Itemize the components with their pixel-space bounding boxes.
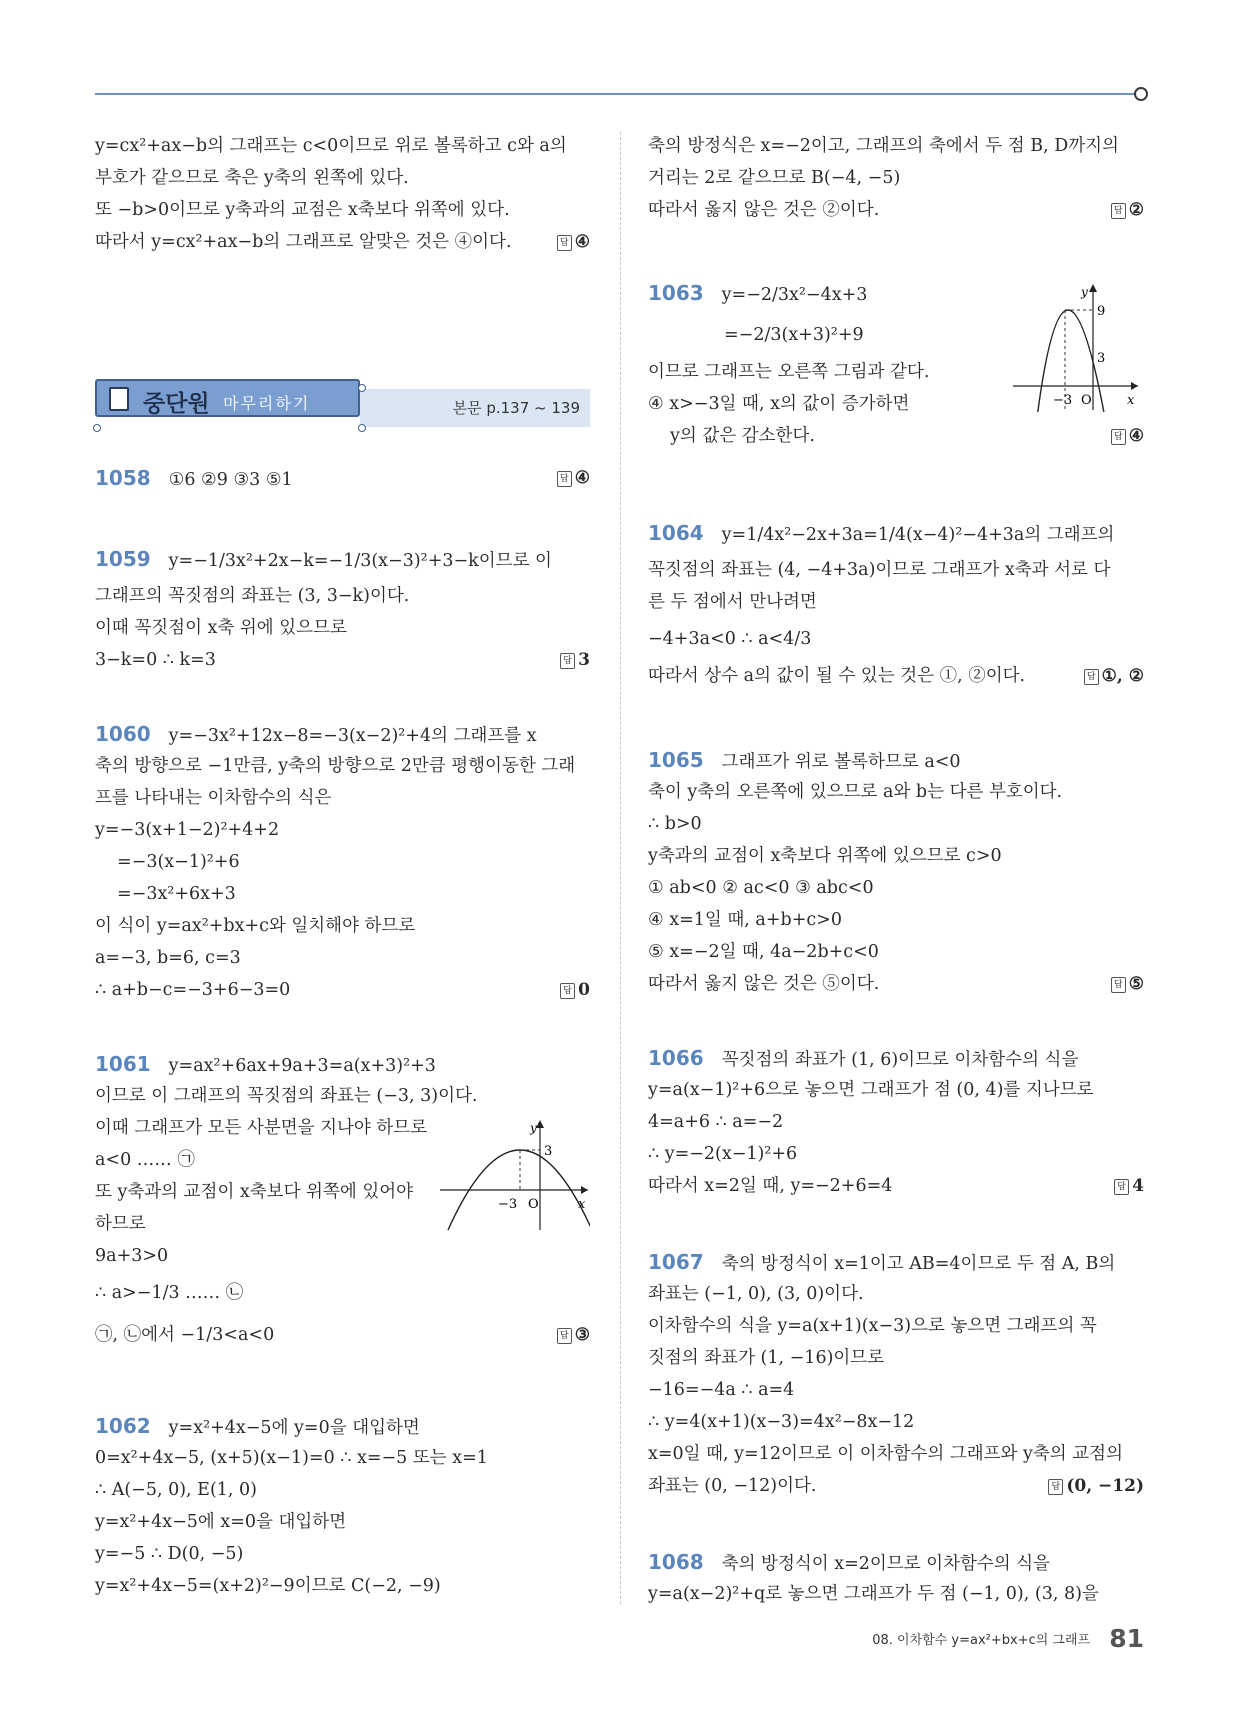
problem-1060: [95, 718, 590, 1006]
x-tick-label: −3: [498, 1197, 518, 1212]
answer-mark: [1114, 1170, 1144, 1202]
text-line: a=−3, b=6, c=3: [95, 948, 241, 968]
problem-number: 1063: [648, 281, 704, 305]
text-line: [648, 512, 1144, 554]
text-line: ∴ a>−1/3 …… ㉡: [95, 1283, 244, 1303]
text-line-content: 좌표는 (0, −12)이다.: [648, 1476, 817, 1496]
text-line: 이 식이 y=ax²+bx+c와 일치해야 하므로: [95, 916, 416, 936]
text-line-content: 그래프가 위로 볼록하므로 a<0: [721, 752, 961, 772]
text-line-content: 따라서 y=cx²+ax−b의 그래프로 알맞은 것은 ④이다.: [95, 232, 512, 252]
text-line: 또 y축과의 교점이 x축보다 위쪽에 있어야: [95, 1182, 414, 1202]
text-line: 좌표는 (−1, 0), (3, 0)이다.: [648, 1284, 864, 1304]
page-number: 81: [1109, 1624, 1144, 1653]
answer-value: 3: [578, 650, 590, 670]
problem-1066: [648, 1042, 1144, 1202]
answer-mark: [560, 644, 590, 676]
text-line: y=a(x−2)²+q로 놓으면 그래프가 두 점 (−1, 0), (3, 8)을: [648, 1584, 1099, 1604]
solution-continued: [95, 130, 590, 258]
text-line: =−3x²+6x+3: [117, 884, 236, 904]
text-line-content: y=1/4x²−2x+3a=1/4(x−4)²−4+3a의 그래프의: [721, 525, 1115, 545]
text-line: [95, 644, 590, 676]
text-line: 축이 y축의 오른쪽에 있으므로 a와 b는 다른 부호이다.: [648, 782, 1063, 802]
text-line: 이므로 그래프는 오른쪽 그림과 같다.: [648, 362, 930, 382]
text-line: 부호가 같으므로 축은 y축의 왼쪽에 있다.: [95, 168, 409, 188]
text-line-content: y=−2/3x²−4x+3: [721, 285, 868, 305]
text-line: [95, 718, 590, 750]
answer-value: ④: [1128, 426, 1144, 446]
text-line: ∴ b>0: [648, 814, 702, 834]
text-line: [648, 1042, 1144, 1074]
text-line: 0=x²+4x−5, (x+5)(x−1)=0 ∴ x=−5 또는 x=1: [95, 1448, 488, 1468]
text-line: [95, 1410, 590, 1442]
x-axis-label: x: [1127, 393, 1135, 408]
banner-subtitle: 마무리하기: [223, 394, 311, 413]
text-line: =−2/3(x+3)²+9: [724, 325, 864, 345]
parabola-graph-1063: [1013, 282, 1143, 412]
text-line: −16=−4a ∴ a=4: [648, 1380, 795, 1400]
text-line: =−3(x−1)²+6: [117, 852, 240, 872]
problem-number: 1062: [95, 1414, 151, 1438]
problem-number: 1059: [95, 547, 151, 571]
banner-tab: [95, 379, 360, 417]
y-axis-label: y: [530, 1121, 537, 1135]
text-line: ∴ y=4(x+1)(x−3)=4x²−8x−12: [648, 1412, 915, 1432]
text-line: y=a(x−1)²+6으로 놓으면 그래프가 점 (0, 4)를 지나므로: [648, 1080, 1094, 1100]
text-line: −4+3a<0 ∴ a<4/3: [648, 629, 812, 649]
answer-value: ②: [1128, 200, 1144, 220]
answer-value: ③: [574, 1325, 590, 1345]
x-axis-label: x: [578, 1197, 586, 1212]
problem-1059: [95, 538, 590, 676]
answer-icon: 답: [557, 1328, 572, 1344]
text-line: ∴ A(−5, 0), E(1, 0): [95, 1480, 257, 1500]
problem-1058: [95, 462, 590, 494]
text-line: [648, 1246, 1144, 1278]
answer-mark: [557, 226, 590, 258]
answer-mark: [557, 462, 590, 494]
text-line: [648, 968, 1144, 1000]
problem-number: 1067: [648, 1250, 704, 1274]
text-line: ① ab<0 ② ac<0 ③ abc<0: [648, 878, 874, 898]
text-line: 이므로 이 그래프의 꼭짓점의 좌표는 (−3, 3)이다.: [95, 1086, 478, 1106]
answer-icon: 답: [560, 983, 575, 999]
problem-number: 1066: [648, 1046, 704, 1070]
answer-value: ⑤: [1128, 974, 1144, 994]
text-line: [95, 226, 590, 258]
text-line-content: y의 값은 감소한다.: [670, 426, 815, 446]
text-line-content: 3−k=0 ∴ k=3: [95, 650, 216, 670]
page-footer: [872, 1624, 1144, 1653]
answer-icon: 답: [560, 653, 575, 669]
text-line: y=−5 ∴ D(0, −5): [95, 1544, 244, 1564]
text-line: 이때 꼭짓점이 x축 위에 있으므로: [95, 618, 347, 638]
text-line: ∴ y=−2(x−1)²+6: [648, 1144, 798, 1164]
answer-icon: 답: [1111, 429, 1126, 445]
problem-1067: [648, 1246, 1144, 1502]
problem-1062: [95, 1410, 590, 1602]
text-line: 축의 방향으로 −1만큼, y축의 방향으로 2만큼 평행이동한 그래: [95, 756, 576, 776]
text-line-content: 따라서 상수 a의 값이 될 수 있는 것은 ①, ②이다.: [648, 666, 1026, 686]
problem-number: 1064: [648, 521, 704, 545]
answer-icon: 답: [1084, 669, 1099, 685]
problem-1063: [648, 272, 1144, 452]
text-line: 이때 그래프가 모든 사분면을 지나야 하므로: [95, 1118, 428, 1138]
text-line: 하므로: [95, 1214, 146, 1234]
answer-value: 0: [578, 980, 590, 1000]
answer-icon: 답: [1114, 1179, 1129, 1195]
text-line: y축과의 교점이 x축보다 위쪽에 있으므로 c>0: [648, 846, 1002, 866]
text-line: [648, 744, 1144, 776]
text-line: y=cx²+ax−b의 그래프는 c<0이므로 위로 볼록하고 c와 a의: [95, 136, 567, 156]
origin-label: O: [528, 1197, 539, 1212]
answer-value: ④: [574, 232, 590, 252]
text-line: [648, 660, 1144, 692]
banner-dot: [358, 424, 366, 432]
y-tick-label: 3: [544, 1144, 553, 1159]
banner-dot: [93, 424, 101, 432]
text-line: y=x²+4x−5=(x+2)²−9이므로 C(−2, −9): [95, 1576, 441, 1596]
text-line-content: 따라서 x=2일 때, y=−2+6=4: [648, 1176, 893, 1196]
parabola-graph-1061: [440, 1118, 590, 1233]
answer-mark: [1111, 194, 1144, 226]
answer-icon: 답: [557, 471, 572, 487]
problem-number: 1068: [648, 1550, 704, 1574]
text-line: ④ x>−3일 때, x의 값이 증가하면: [648, 394, 910, 414]
answer-mark: [560, 974, 590, 1006]
problem-number: 1065: [648, 748, 704, 772]
text-line: 짓점의 좌표가 (1, −16)이므로: [648, 1348, 885, 1368]
text-line: 른 두 점에서 만나려면: [648, 592, 817, 612]
answer-icon: 답: [1048, 1479, 1063, 1495]
y-axis-label: y: [1081, 285, 1088, 299]
text-line: [648, 194, 1144, 226]
chapter-title: 08. 이차함수 y=ax²+bx+c의 그래프: [872, 1633, 1091, 1648]
answer-mark: [1084, 660, 1144, 692]
text-line: 이차함수의 식을 y=a(x+1)(x−3)으로 놓으면 그래프의 꼭: [648, 1316, 1097, 1336]
text-line-content: ㉠, ㉡에서 −1/3<a<0: [95, 1325, 275, 1345]
text-line: [95, 462, 590, 494]
answer-value: ①, ②: [1101, 666, 1144, 686]
text-line: [95, 974, 590, 1006]
column-divider: [620, 132, 621, 1604]
problem-1064: [648, 512, 1144, 692]
top-rule-end-dot: [1134, 87, 1148, 101]
text-line: 그래프의 꼭짓점의 좌표는 (3, 3−k)이다.: [95, 586, 410, 606]
text-line-content: ①6 ②9 ③3 ⑤1: [168, 470, 293, 490]
banner-title: 중단원: [143, 391, 210, 417]
y-tick-vertex: 9: [1097, 304, 1106, 319]
text-line: ⑤ x=−2일 때, 4a−2b+c<0: [648, 942, 879, 962]
answer-mark: [1048, 1470, 1144, 1502]
text-line: ④ x=1일 때, a+b+c>0: [648, 910, 842, 930]
text-line: 거리는 2로 같으므로 B(−4, −5): [648, 168, 901, 188]
text-line: 4=a+6 ∴ a=−2: [648, 1112, 784, 1132]
problem-1068: [648, 1546, 1144, 1610]
text-line-content: y=x²+4x−5에 y=0을 대입하면: [168, 1418, 420, 1438]
solution-1062-continued: [648, 130, 1144, 226]
text-line: a<0 …… ㉠: [95, 1150, 195, 1170]
text-line: [648, 1470, 1144, 1502]
text-line: [95, 538, 590, 580]
answer-value: 4: [1132, 1176, 1144, 1196]
text-line: 축의 방정식은 x=−2이고, 그래프의 축에서 두 점 B, D까지의: [648, 136, 1119, 156]
problem-1065: [648, 744, 1144, 1000]
y-tick-intercept: 3: [1097, 351, 1106, 366]
text-line: [95, 1314, 590, 1356]
banner-dot: [358, 384, 366, 392]
text-line-content: y=−1/3x²+2x−k=−1/3(x−3)²+3−k이므로 이: [168, 551, 552, 571]
text-line-content: y=ax²+6ax+9a+3=a(x+3)²+3: [168, 1056, 436, 1076]
problem-number: 1060: [95, 722, 151, 746]
text-line-content: 꼭짓점의 좌표가 (1, 6)이므로 이차함수의 식을: [721, 1050, 1079, 1070]
origin-label: O: [1081, 393, 1092, 408]
text-line-content: ∴ a+b−c=−3+6−3=0: [95, 980, 291, 1000]
answer-value: ④: [574, 468, 590, 488]
text-line-content: 따라서 옳지 않은 것은 ⑤이다.: [648, 974, 880, 994]
text-line-content: y=−3x²+12x−8=−3(x−2)²+4의 그래프를 x: [168, 726, 537, 746]
answer-value: (0, −12): [1066, 1476, 1144, 1496]
problem-1061: [95, 1048, 590, 1356]
text-line-content: 축의 방정식이 x=2이므로 이차함수의 식을: [721, 1554, 1051, 1574]
text-line-content: 따라서 옳지 않은 것은 ②이다.: [648, 200, 880, 220]
text-line: 꼭짓점의 좌표는 (4, −4+3a)이므로 그래프가 x축과 서로 다: [648, 560, 1111, 580]
answer-icon: 답: [557, 235, 572, 251]
text-line: y=x²+4x−5에 x=0을 대입하면: [95, 1512, 347, 1532]
text-line: [648, 1170, 1144, 1202]
answer-mark: [1111, 968, 1144, 1000]
problem-number: 1061: [95, 1052, 151, 1076]
text-line-content: 축의 방정식이 x=1이고 AB=4이므로 두 점 A, B의: [721, 1254, 1116, 1274]
book-icon: [109, 387, 129, 411]
answer-mark: [1111, 420, 1144, 452]
answer-icon: 답: [1111, 977, 1126, 993]
problem-number: 1058: [95, 466, 151, 490]
text-line: [648, 420, 1144, 452]
textbook-page-ref: 본문 p.137 ~ 139: [452, 399, 580, 417]
answer-icon: 답: [1111, 203, 1126, 219]
text-line: 9a+3>0: [95, 1246, 169, 1266]
text-line: [648, 1546, 1144, 1578]
top-rule: [95, 93, 1140, 95]
text-line: 프를 나타내는 이차함수의 식은: [95, 788, 332, 808]
text-line: x=0일 때, y=12이므로 이 이차함수의 그래프와 y축의 교점의: [648, 1444, 1123, 1464]
text-line: y=−3(x+1−2)²+4+2: [95, 820, 280, 840]
answer-mark: [557, 1314, 590, 1356]
x-tick-label: −3: [1053, 393, 1073, 408]
text-line: [95, 1048, 590, 1080]
text-line: 또 −b>0이므로 y축과의 교점은 x축보다 위쪽에 있다.: [95, 200, 510, 220]
section-banner: [95, 375, 590, 430]
